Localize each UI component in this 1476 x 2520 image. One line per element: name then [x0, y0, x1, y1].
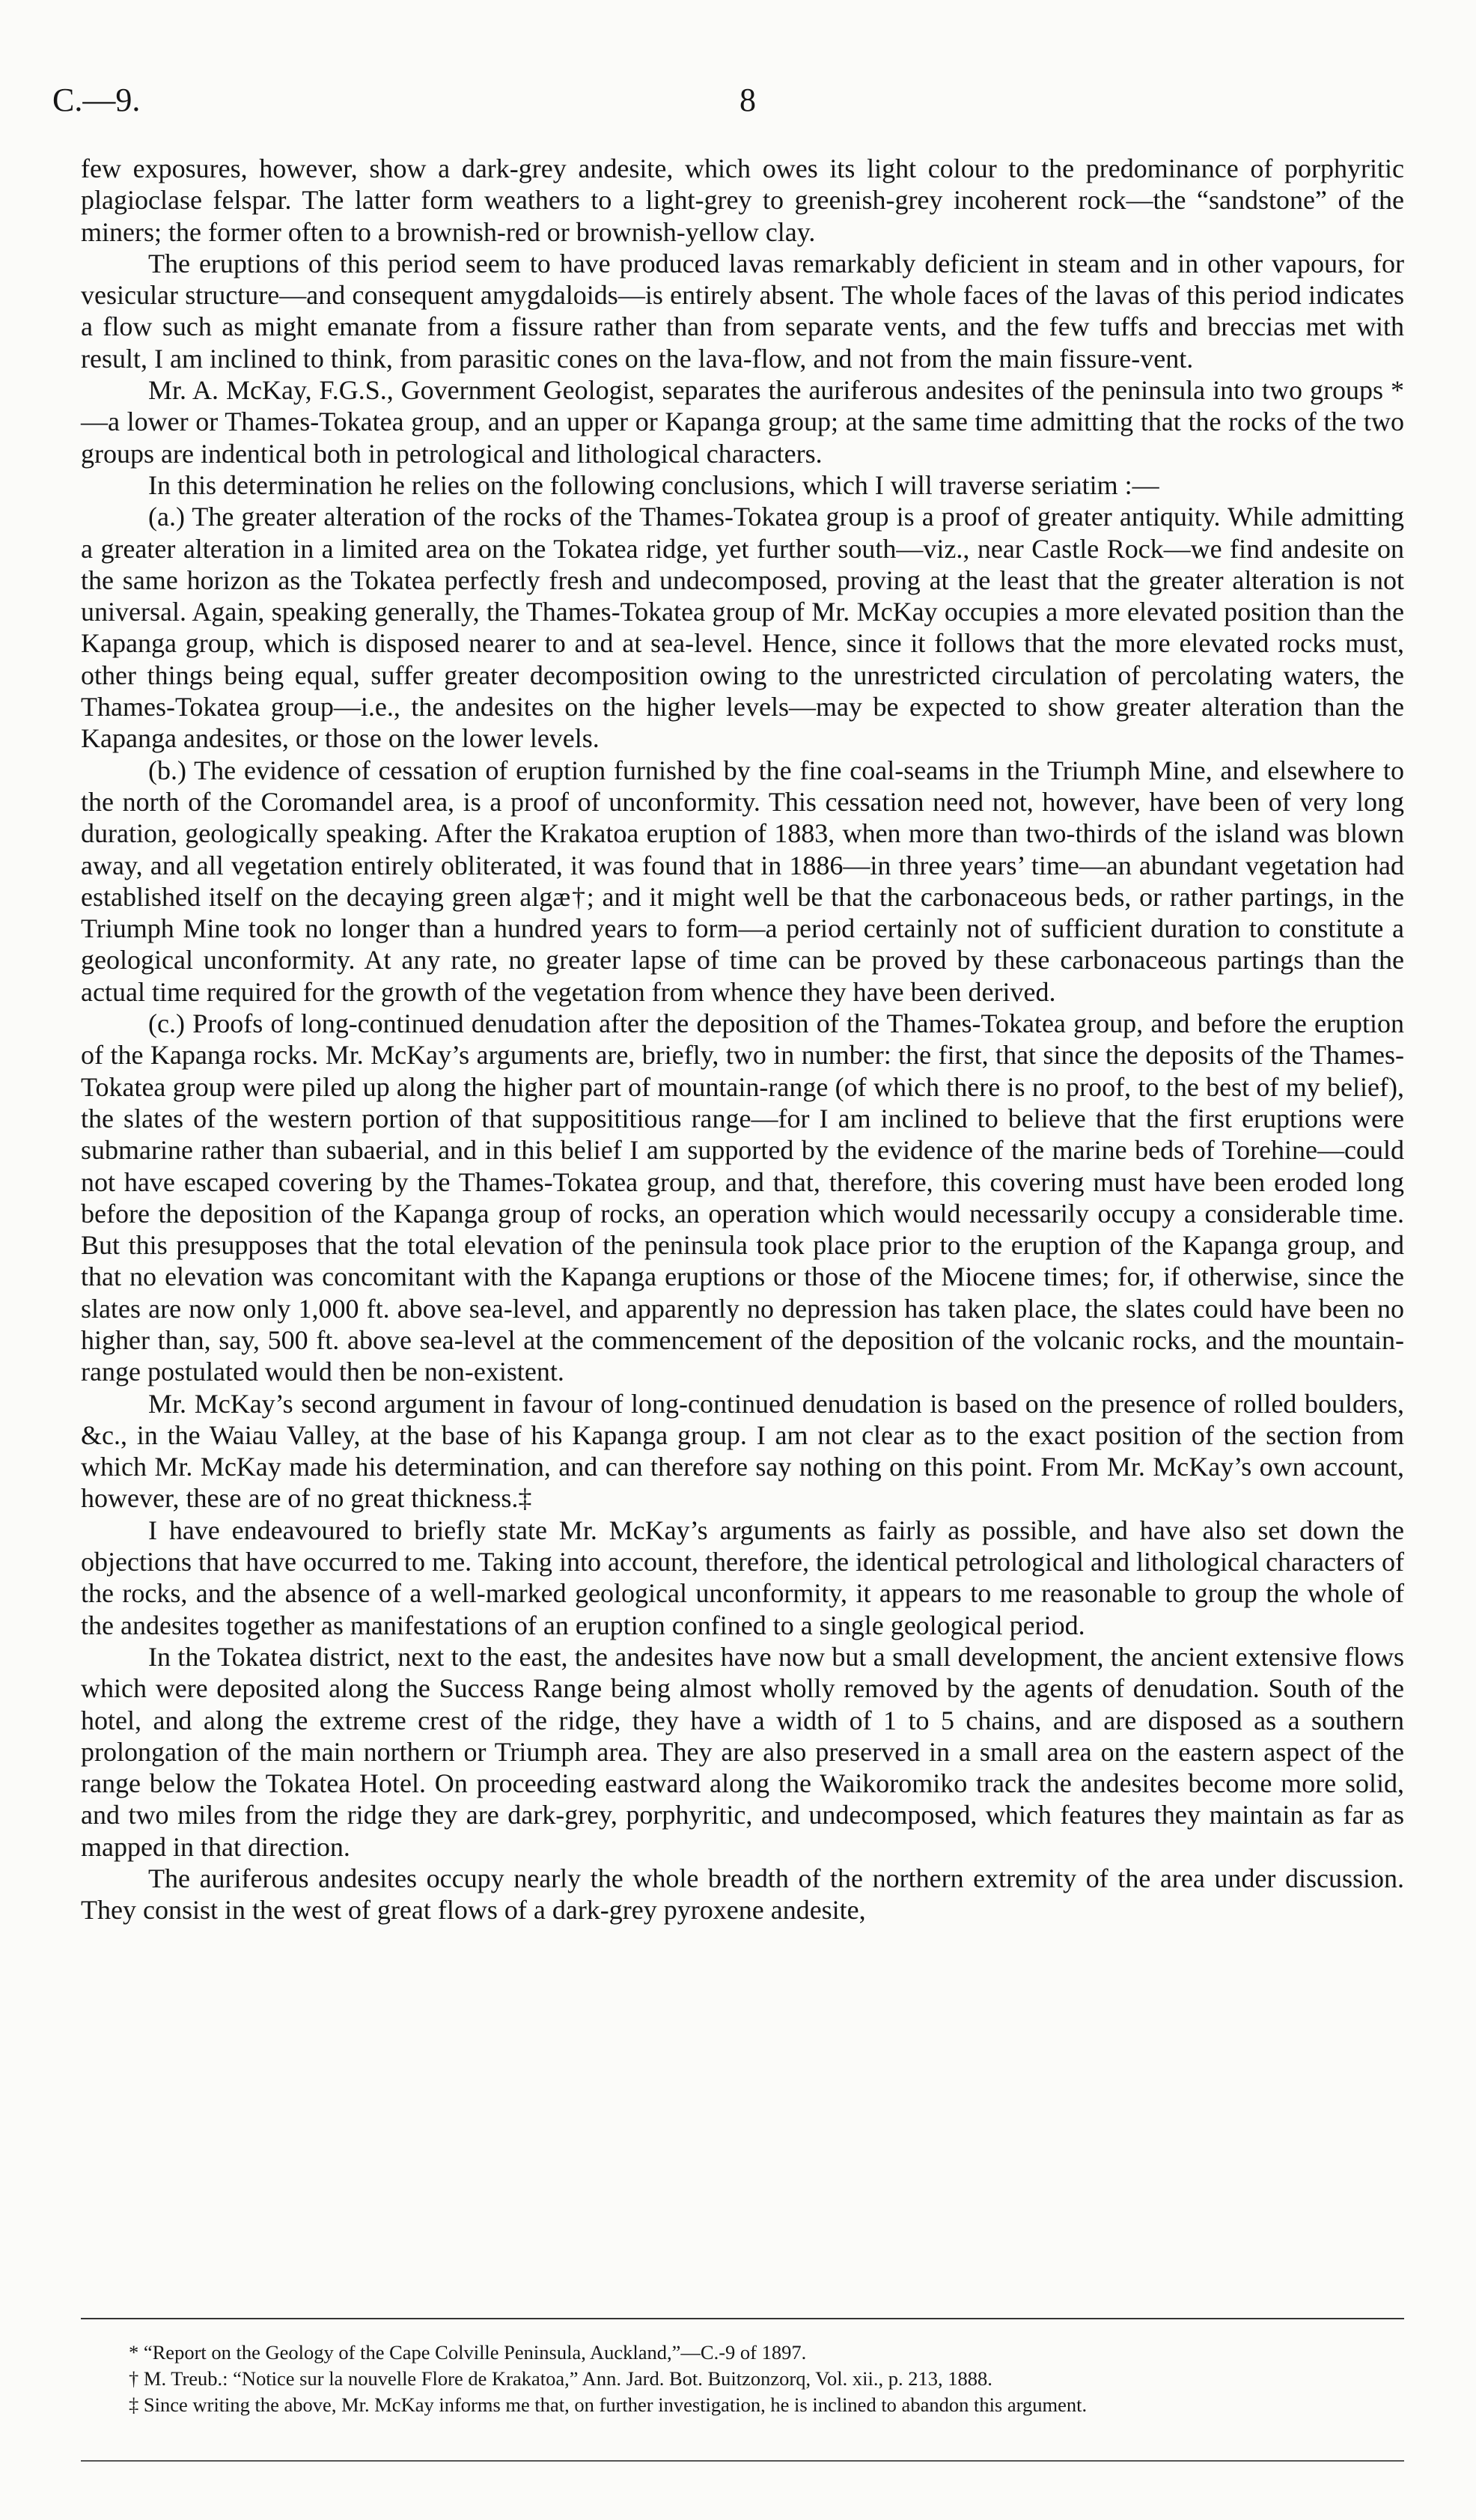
paragraph-point-c: (c.) Proofs of long-continued denudation after the deposition of the Thames-Tokatea group, and before the eruption of the Kapanga rocks. Mr. McKay’s arguments are, briefly, two in number: the first, that since the deposits of the Thames-Tokatea group were piled up along the higher part of mountain-range (of which there is no proof, to the best of my belief), the slates of the western portion of that supposititious range—for I am inclined to believe that the first eruptions were submarine rather than subaerial, and in this belief I am supported by the evidence of the marine beds of Torehine—could not have escaped covering by the Thames-Tokatea group, and that, therefore, this covering must have been eroded long before the deposition of the Kapanga group of rocks, an operation which would necessarily occupy a considerable time. But this presupposes that the total elevation of the peninsula took place prior to the eruption of the Kapanga group, and that no elevation was concomitant with the Kapanga eruptions or those of the Miocene times; for, if otherwise, since the slates are now only 1,000 ft. above sea-level, and apparently no depression has taken place, the slates could have been no higher than, say, 500 ft. above sea-level at the commencement of the deposition of the volcanic rocks, and the mountain-range postulated would then be non-existent.	[81, 1008, 1404, 1387]
paragraph: The auriferous andesites occupy nearly the whole breadth of the northern extremity of the area under discussion. They consist in the west of great flows of a dark-grey pyroxene andesite,	[81, 1863, 1404, 1926]
footnote: † M. Treub.: “Notice sur la nouvelle Flore de Krakatoa,” Ann. Jard. Bot. Buitzonzorq, Vol. xii., p. 213, 1888.	[129, 2367, 992, 2390]
paragraph: In this determination he relies on the following conclusions, which I will traverse seriatim :—	[148, 469, 1159, 500]
page-number: 8	[739, 82, 756, 118]
paragraph-point-a: (a.) The greater alteration of the rocks of the Thames-Tokatea group is a proof of greater antiquity. While admitting a greater alteration in a limited area on the Tokatea ridge, yet further south—viz., near Castle Rock—we find andesite on the same horizon as the Tokatea perfectly fresh and undecomposed, proving at the least that the greater alteration is not universal. Again, speaking generally, the Thames-Tokatea group of Mr. McKay occupies a more elevated position than the Kapanga group, which is disposed nearer to and at sea-level. Hence, since it follows that the more elevated rocks must, other things being equal, suffer greater decomposition owing to the unrestricted circulation of percolating waters, the Thames-Tokatea group—i.e., the andesites on the higher levels—may be expected to show greater alteration than the Kapanga andesites, or those on the lower levels.	[81, 502, 1404, 754]
footnotes	[81, 2340, 1404, 2418]
body-text	[81, 153, 1404, 1926]
footnote: * “Report on the Geology of the Cape Colville Peninsula, Auckland,”—C.-9 of 1897.	[129, 2341, 807, 2364]
paragraph-continuation: few exposures, however, show a dark-grey andesite, which owes its light colour to the predominance of porphyritic plagioclase felspar. The latter form weathers to a light-grey to greenish-grey incoherent rock—the “sandstone” of the miners; the former often to a brownish-red or brownish-yellow clay.	[81, 153, 1404, 247]
document-code: C.—9.	[52, 82, 141, 118]
bottom-divider	[81, 2460, 1404, 2462]
paragraph: Mr. A. McKay, F.G.S., Government Geologist, separates the auriferous andesites of the peninsula into two groups *—a lower or Thames-Tokatea group, and an upper or Kapanga group; at the same time admitting that the rocks of the two groups are indentical both in petrological and lithological characters.	[81, 375, 1404, 469]
paragraph: The eruptions of this period seem to have produced lavas remarkably deficient in steam and in other vapours, for vesicular structure—and consequent amygdaloids—is entirely absent. The whole faces of the lavas of this period indicates a flow such as might emanate from a fissure rather than from separate vents, and the few tuffs and breccias met with result, I am inclined to think, from parasitic cones on the lava-flow, and not from the main fissure-vent.	[81, 248, 1404, 374]
footnote: ‡ Since writing the above, Mr. McKay informs me that, on further investigation, he is inclined to abandon this argument.	[129, 2393, 1088, 2416]
paragraph: I have endeavoured to briefly state Mr. McKay’s arguments as fairly as possible, and have also set down the objections that have occurred to me. Taking into account, therefore, the identical petrological and lithological characters of the rocks, and the absence of a well-marked geological unconformity, it appears to me reasonable to group the whole of the andesites together as manifestations of an eruption confined to a single geological period.	[81, 1515, 1404, 1640]
paragraph-point-b: (b.) The evidence of cessation of eruption furnished by the fine coal-seams in the Triumph Mine, and elsewhere to the north of the Coromandel area, is a proof of unconformity. This cessation need not, however, have been of very long duration, geologically speaking. After the Krakatoa eruption of 1883, when more than two-thirds of the island was blown away, and all vegetation entirely obliterated, it was found that in 1886—in three years’ time—an abundant vegetation had established itself on the decaying green algæ†; and it might well be that the carbonaceous beds, or rather partings, in the Triumph Mine took no longer than a hundred years to form—a period certainly not of sufficient duration to constitute a geological unconformity. At any rate, no greater lapse of time can be proved by these carbonaceous partings than the actual time required for the growth of the vegetation from whence they have been derived.	[81, 755, 1404, 1007]
paragraph: Mr. McKay’s second argument in favour of long-continued denudation is based on the presence of rolled boulders, &c., in the Waiau Valley, at the base of his Kapanga group. I am not clear as to the exact position of the section from which Mr. McKay made his determination, and can therefore say nothing on this point. From Mr. McKay’s own account, however, these are of no great thickness.‡	[81, 1388, 1404, 1514]
paragraph: In the Tokatea district, next to the east, the andesites have now but a small development, the ancient extensive flows which were deposited along the Success Range being almost wholly removed by the agents of denudation. South of the hotel, and along the extreme crest of the ridge, they have a width of 1 to 5 chains, and are disposed as a southern prolongation of the main northern or Triumph area. They are also preserved in a small area on the eastern aspect of the range below the Tokatea Hotel. On proceeding eastward along the Waikoromiko track the andesites become more solid, and two miles from the ridge they are dark-grey, porphyritic, and undecomposed, which features they maintain as far as mapped in that direction.	[81, 1641, 1404, 1862]
footnote-divider	[81, 2318, 1404, 2319]
page-header	[52, 81, 1415, 126]
